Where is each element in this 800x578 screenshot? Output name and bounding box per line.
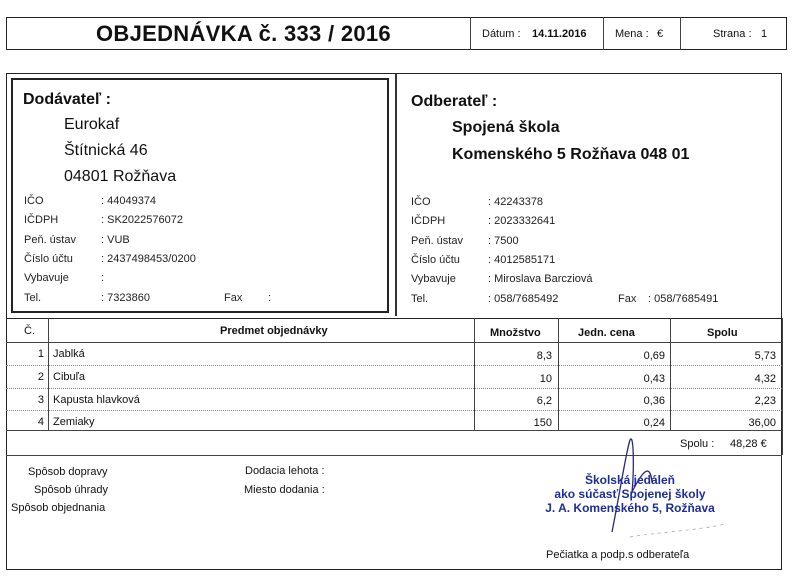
- col-item-header: Predmet objednávky: [220, 325, 328, 337]
- ordering-label: Spôsob objednania: [11, 502, 106, 514]
- customer-tel-value: : 058/7685492: [488, 293, 559, 305]
- supplier-name: Eurokaf: [64, 116, 120, 133]
- col-price-header: Jedn. cena: [578, 327, 635, 339]
- supplier-bank-label: Peň. ústav: [24, 234, 76, 246]
- table-row-item: Jablká: [53, 348, 85, 360]
- customer-bank-value: : 7500: [488, 235, 519, 247]
- supplier-heading: Dodávateľ :: [23, 91, 111, 108]
- customer-account-value: : 4012585171: [488, 254, 556, 266]
- table-row-qty: 150: [533, 417, 552, 429]
- customer-icdph-value: : 2023332641: [488, 215, 556, 227]
- table-row-total: 5,73: [754, 350, 776, 362]
- supplier-city: 04801 Rožňava: [64, 168, 177, 185]
- customer-contact-value: : Miroslava Barcziová: [488, 273, 593, 285]
- supplier-account-value: : 2437498453/0200: [101, 253, 196, 265]
- table-row-qty: 8,3: [536, 350, 552, 362]
- customer-account-label: Číslo účtu: [411, 254, 460, 266]
- supplier-ico-value: : 44049374: [101, 195, 157, 207]
- supplier-ico-label: IČO: [24, 195, 44, 207]
- page-label: Strana :: [713, 28, 752, 40]
- table-row-total: 36,00: [748, 417, 776, 429]
- table-row-qty: 6,2: [536, 395, 552, 407]
- customer-tel-label: Tel.: [411, 293, 429, 305]
- table-row-price: 0,43: [643, 373, 665, 385]
- table-row-price: 0,69: [643, 350, 665, 362]
- col-qty-header: Množstvo: [490, 327, 541, 339]
- table-row-total: 4,32: [754, 373, 776, 385]
- table-row-no: 4: [37, 416, 44, 428]
- sum-value: 48,28 €: [730, 438, 767, 450]
- signature-label: Pečiatka a podp.s odberateľa: [546, 549, 690, 561]
- table-row-item: Zemiaky: [53, 416, 95, 428]
- col-no-header: Č.: [24, 325, 35, 337]
- customer-heading: Odberateľ :: [411, 93, 498, 110]
- delivery-place-label: Miesto dodania :: [244, 484, 325, 496]
- customer-fax-label: Fax: [618, 293, 637, 305]
- col-total-header: Spolu: [707, 327, 738, 339]
- customer-icdph-label: IČDPH: [411, 215, 446, 227]
- stamp-line-2: ako súčasť Spojenej školy: [554, 487, 706, 501]
- transport-label: Spôsob dopravy: [28, 466, 108, 478]
- currency-value: €: [657, 28, 664, 40]
- page-value: 1: [761, 28, 768, 40]
- supplier-account-label: Číslo účtu: [24, 253, 73, 265]
- table-row-price: 0,24: [643, 417, 665, 429]
- date-label: Dátum :: [482, 28, 521, 40]
- table-row-item: Kapusta hlavková: [53, 394, 140, 406]
- table-row-total: 2,23: [754, 395, 776, 407]
- customer-bank-label: Peň. ústav: [411, 235, 463, 247]
- date-value: 14.11.2016: [532, 28, 587, 40]
- delivery-time-label: Dodacia lehota :: [245, 465, 325, 477]
- customer-contact-label: Vybavuje: [411, 273, 456, 285]
- sum-label: Spolu :: [680, 438, 715, 450]
- stamp-line-1: Školská jedáleň: [584, 473, 676, 487]
- signature-icon: [590, 432, 730, 542]
- supplier-tel-value: : 7323860: [101, 292, 150, 304]
- supplier-fax-label: Fax: [224, 292, 243, 304]
- document-title: OBJEDNÁVKA č. 333 / 2016: [96, 21, 391, 46]
- supplier-fax-value: :: [268, 292, 272, 304]
- customer-fax-value: : 058/7685491: [648, 293, 719, 305]
- customer-ico-label: IČO: [411, 196, 431, 208]
- supplier-tel-label: Tel.: [24, 292, 42, 304]
- table-row-no: 3: [37, 394, 44, 406]
- supplier-icdph-value: : SK2022576072: [101, 214, 183, 226]
- supplier-contact-value: :: [101, 272, 105, 284]
- customer-ico-value: : 42243378: [488, 196, 544, 208]
- supplier-icdph-label: IČDPH: [24, 214, 59, 226]
- table-row-qty: 10: [539, 373, 552, 385]
- table-row-no: 1: [37, 348, 44, 360]
- payment-label: Spôsob úhrady: [34, 484, 108, 496]
- table-row-no: 2: [37, 371, 44, 383]
- supplier-contact-label: Vybavuje: [24, 272, 69, 284]
- customer-address: Komenského 5 Rožňava 048 01: [452, 146, 690, 163]
- currency-label: Mena :: [615, 28, 649, 40]
- customer-name: Spojená škola: [452, 119, 560, 136]
- table-row-price: 0,36: [643, 395, 665, 407]
- table-row-item: Cibuľa: [53, 371, 85, 383]
- stamp-line-3: J. A. Komenského 5, Rožňava: [545, 501, 715, 515]
- supplier-street: Štítnická 46: [64, 142, 148, 159]
- supplier-bank-value: : VUB: [101, 234, 130, 246]
